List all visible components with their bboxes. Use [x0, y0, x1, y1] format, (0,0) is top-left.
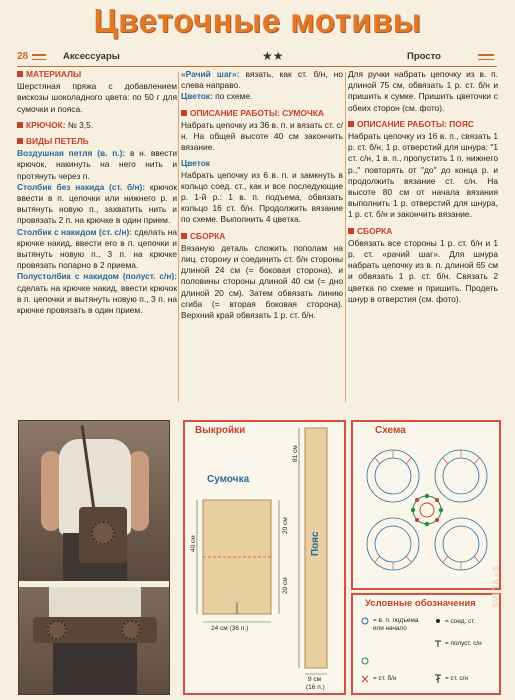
chain-stitch-icon — [362, 618, 368, 624]
section-heading: СБОРКА — [348, 226, 498, 237]
legend-item: = ст. б/н — [373, 675, 397, 682]
paragraph: Столбик с накидом (ст. с/н): сделать на крючке накид, ввести его в п. цепочки и вытянуть новую п., 3 п. на крючке провязать попарно в 2 приема. — [17, 226, 178, 271]
dimension-label: (16 п.) — [306, 684, 325, 691]
paragraph: Столбик без накида (ст. б/н): крючок ввести в п. цепочки или нижнего р. и вытянуть новую п., захватить нить и провязать 2 п. на крючке в один прием. — [17, 181, 178, 226]
paragraph: Набрать цепочку из 6 в. п. и замкнуть в кольцо соед. ст., как и все последующие р. 1-й р.: 1 в. п. подъема, обвязать кольцо 16 ст. б/н. Продолжить вязание по схеме. Выполнить 4 цветка. — [181, 169, 343, 225]
slip-stitch-icon — [436, 619, 440, 623]
legend-item: = полуст. с/н — [445, 640, 482, 647]
column-divider — [345, 72, 346, 402]
right-decoration — [478, 54, 494, 60]
section-heading: КРЮЧОК: № 3,5. — [17, 120, 177, 131]
belt-pattern-label: Пояс — [310, 531, 321, 556]
bullet-icon — [348, 121, 354, 127]
legend-panel — [351, 593, 501, 695]
flower-motif-icon — [47, 620, 67, 640]
paragraph: Воздушная петля (в. п.): в н. ввести крючок, накинуть на него нить и протянуть через п. — [17, 148, 178, 181]
scheme-title: Схема — [375, 425, 406, 436]
page-title: Цветочные мотивы — [93, 2, 422, 39]
bullet-icon — [348, 228, 354, 234]
difficulty-level: Просто — [407, 51, 441, 62]
flower-motif-icon — [91, 521, 115, 545]
paragraph: Шерстяная пряжа с добавлением вискозы шоколадного цвета: по 50 г для сумочки и пояса. — [17, 81, 177, 114]
page-number: 28 — [17, 51, 29, 62]
dimension-label: 20 см — [282, 577, 289, 594]
ring-icon — [362, 658, 368, 664]
patterns-title: Выкройки — [195, 425, 246, 436]
column-3 — [348, 69, 498, 305]
difficulty-stars: ★★ — [262, 49, 284, 63]
header-rule — [17, 66, 497, 67]
dimension-label: 20 см — [282, 517, 289, 534]
paragraph: Цветок: по схеме. — [181, 91, 253, 102]
section-heading: ВИДЫ ПЕТЕЛЬ — [17, 136, 177, 147]
belt-photo — [33, 617, 157, 643]
column-divider — [178, 72, 179, 402]
legend-item: = в. п. подъема или начало — [373, 617, 419, 632]
product-photo — [18, 420, 170, 695]
dimension-label: 81 см — [292, 445, 299, 462]
dimension-label: 9 см — [308, 676, 322, 683]
crochet-scheme — [353, 422, 499, 588]
bullet-icon — [17, 122, 23, 128]
bullet-icon — [181, 233, 187, 239]
dimension-label: 40 см — [190, 535, 197, 552]
subheading: Цветок — [181, 158, 211, 169]
column-1 — [17, 69, 177, 316]
flower-petal — [367, 450, 487, 570]
category: Аксессуары — [63, 51, 120, 62]
center-ring — [411, 494, 443, 526]
paragraph: Набрать цепочку из 16 в. п., связать 1 р. ст. б/н, 1 р. отверстий для шнура: "1 ст. с/н, 1 в. п., пропустить 1 п. нижнего р.," повторять от "до" до конца р. и продолжить вязание ст. с/н. На высоте 80 см от начала вязания выполнить 1 р. отверстий для шнура, 1 р. ст. б/н и закончить вязание. — [348, 131, 498, 220]
scheme-panel — [351, 420, 501, 590]
paragraph: Набрать цепочку из 36 в. п. и вязать ст. с/н. На общей высоте 40 см закончить вязание. — [181, 119, 343, 153]
paragraph: Вязаную деталь сложить пополам на лиц. сторону и соединить ст. б/н стороны длиной 24 см (= боковая сторона), и половины стороны длиной 40 см (= дно длиной 20 см). Затем обвязать линию сгиба (= вторая боковая сторона). Верхний край обвязать 1 р. ст. б/н. — [181, 242, 343, 321]
photo-arm — [129, 451, 149, 531]
photo-arm — [41, 451, 61, 531]
section-heading: МАТЕРИАЛЫ — [17, 69, 177, 80]
section-heading: ОПИСАНИЕ РАБОТЫ: СУМОЧКА — [181, 108, 343, 119]
bag-pattern-label: Сумочка — [207, 474, 250, 485]
patterns-panel — [183, 420, 346, 695]
petal-stitches — [375, 450, 479, 570]
dimension-label: 24 см (36 п.) — [211, 625, 249, 632]
legend-item: = соед. ст. — [445, 618, 476, 625]
patterns-drawing — [185, 422, 344, 693]
paragraph: Для ручки набрать цепочку из в. п. длиной 75 см, обвязать 1 р. ст. б/н и пришить к сумке. Пришить цветочки с обеих сторон (см. фото). — [348, 69, 498, 113]
photo-top — [49, 587, 141, 617]
watermark: SVETA • 6 — [491, 565, 501, 608]
bullet-icon — [17, 71, 23, 77]
section-heading: ОПИСАНИЕ РАБОТЫ: ПОЯС — [348, 119, 498, 130]
legend-item: = ст. с/н — [445, 675, 468, 682]
photo-skirt — [53, 643, 137, 695]
bullet-icon — [17, 138, 23, 144]
section-heading: СБОРКА — [181, 231, 343, 242]
left-decoration — [32, 54, 46, 60]
bullet-icon — [181, 110, 187, 116]
flower-motif-icon — [121, 620, 141, 640]
column-2 — [181, 69, 343, 321]
paragraph: «Рачий шаг»: вязать, как ст. б/н, но слева направо. — [181, 69, 343, 91]
bag-photo — [79, 507, 127, 563]
paragraph: Полустолбик с накидом (полуст. с/н): сделать на крючке накид, ввести крючок в п. цепочки и вытянуть новую п., 3 п. на крючке провязать в один прием. — [17, 271, 177, 316]
legend-title: Условные обозначения — [365, 598, 476, 609]
paragraph: Обвязать все стороны 1 р. ст. б/н и 1 р. ст. «рачий шаг». Для шнура набрать цепочку из в. п. длиной 65 см и обвязать 1 р. ст. б/н. Связать 2 цветка по схеме и пришить. Продеть шнур в отверстия (см. фото). — [348, 237, 498, 304]
subheader — [0, 48, 515, 66]
